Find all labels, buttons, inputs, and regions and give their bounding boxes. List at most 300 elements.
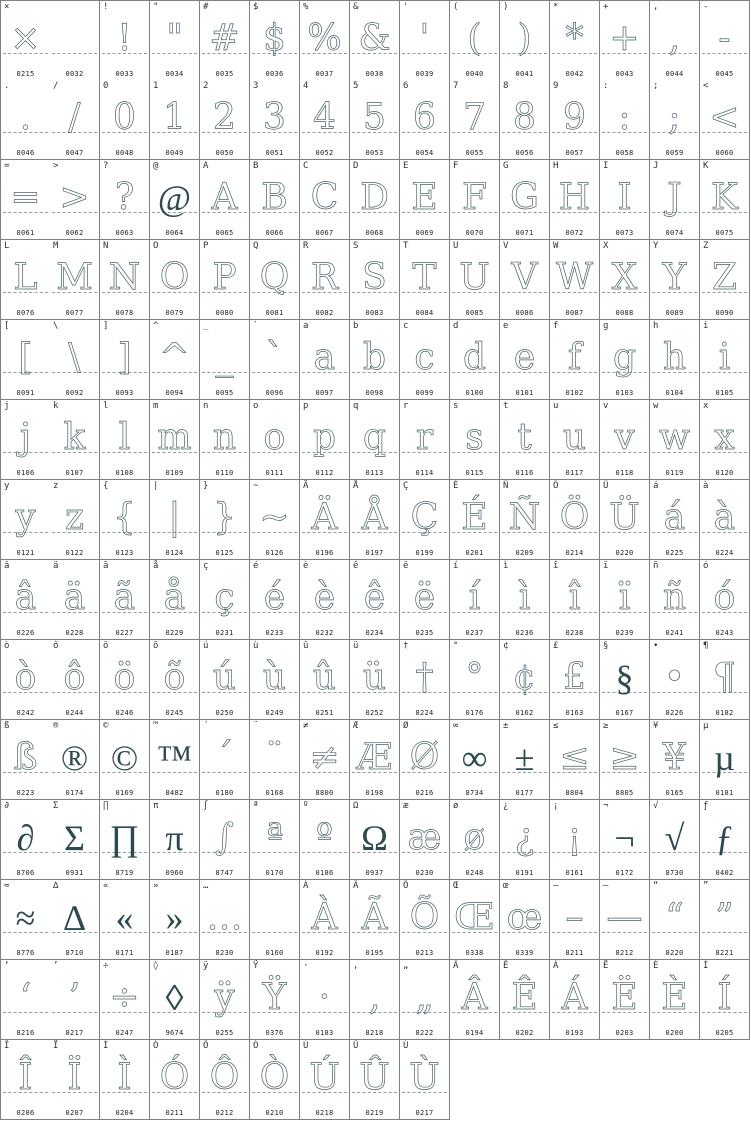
glyph-code: 0117 (565, 469, 584, 477)
glyph-cell (400, 320, 450, 400)
glyph-cell (550, 880, 600, 960)
glyph-code: 0081 (265, 309, 284, 317)
glyph-label: P (203, 241, 209, 251)
glyph-label: { (103, 481, 109, 491)
glyph-preview: Ê (511, 977, 538, 1018)
glyph-preview: õ (163, 657, 186, 698)
glyph-label: ≈ (4, 881, 10, 891)
glyph-label: n (203, 401, 209, 411)
glyph-preview: 2 (213, 97, 236, 138)
glyph-preview: n (212, 417, 237, 458)
glyph-code: 0088 (615, 309, 634, 317)
glyph-cell (550, 400, 600, 480)
glyph-label: ∂ (4, 801, 10, 811)
glyph-cell (600, 240, 650, 320)
glyph-preview: à (713, 497, 736, 538)
glyph-cell (200, 160, 250, 240)
glyph-label: § (603, 641, 609, 651)
glyph-code: 0226 (16, 629, 35, 637)
glyph-cell (700, 560, 750, 640)
glyph-label: S (353, 241, 359, 251)
glyph-label: % (303, 2, 309, 12)
glyph-label: ∆ (53, 881, 59, 891)
glyph-cell (250, 160, 300, 240)
glyph-label: È (653, 961, 659, 971)
glyph-preview: ≤ (559, 737, 590, 778)
glyph-label: ª (253, 801, 259, 811)
glyph-preview: > (59, 177, 90, 218)
glyph-preview: D (360, 177, 389, 218)
glyph-code: 0234 (365, 629, 384, 637)
glyph-preview: ÿ (214, 977, 235, 1018)
glyph-cell (500, 80, 550, 160)
glyph-preview: + (609, 18, 640, 59)
glyph-label: V (503, 241, 509, 251)
glyph-cell (450, 480, 500, 560)
glyph-preview: Ä (311, 497, 338, 538)
glyph-cell (450, 160, 500, 240)
glyph-label: Ô (203, 1041, 209, 1051)
glyph-label: ¢ (503, 641, 509, 651)
glyph-label: ? (103, 161, 109, 171)
glyph-label: … (203, 881, 209, 891)
glyph-label: 2 (203, 81, 209, 91)
glyph-preview: P (212, 257, 237, 298)
glyph-preview: Ø (409, 737, 440, 778)
glyph-preview: – (565, 897, 584, 938)
glyph-preview: Ù (409, 1057, 440, 1098)
glyph-cell (550, 80, 600, 160)
glyph-code: 0203 (615, 1029, 634, 1037)
glyph-label: = (4, 161, 10, 171)
glyph-code: 8747 (215, 869, 234, 877)
glyph-label: ¨ (253, 721, 259, 731)
glyph-preview: û (312, 657, 337, 698)
glyph-label: ä (53, 561, 59, 571)
glyph-label: † (403, 641, 409, 651)
glyph-label: 7 (453, 81, 459, 91)
glyph-code: 0227 (115, 629, 134, 637)
glyph-preview: F (462, 177, 487, 218)
glyph-label: Æ (353, 721, 359, 731)
glyph-label: • (653, 641, 659, 651)
glyph-code: 0198 (365, 789, 384, 797)
glyph-label: ö (103, 641, 109, 651)
glyph-cell (400, 720, 450, 800)
glyph-code: 0078 (115, 309, 134, 317)
glyph-preview: @ (157, 178, 192, 218)
glyph-label: ù (253, 641, 259, 651)
glyph-label: z (53, 481, 59, 491)
glyph-code: 0067 (315, 229, 334, 237)
glyph-code: 0187 (165, 949, 184, 957)
glyph-code: 0125 (215, 549, 234, 557)
glyph-label: « (103, 881, 109, 891)
glyph-code: 0111 (265, 469, 284, 477)
glyph-preview: f (567, 337, 582, 378)
glyph-code: 0218 (315, 1109, 334, 1117)
glyph-code: 0168 (265, 789, 284, 797)
glyph-cell (350, 240, 400, 320)
glyph-preview: Σ (64, 818, 85, 858)
glyph-code: 0219 (365, 1109, 384, 1117)
glyph-code: 0121 (16, 549, 35, 557)
glyph-code: 0087 (565, 309, 584, 317)
glyph-preview: Û (359, 1057, 390, 1098)
glyph-label: Ì (103, 1041, 109, 1051)
glyph-label: - (703, 2, 709, 12)
glyph-code: 0246 (115, 709, 134, 717)
glyph-preview: B (261, 177, 288, 218)
glyph-code: 0207 (65, 1109, 84, 1117)
glyph-code: 0040 (465, 70, 484, 78)
glyph-label: ‚ (353, 961, 359, 971)
glyph-preview: ’ (68, 977, 81, 1018)
glyph-label: ® (53, 721, 59, 731)
glyph-code: 0120 (715, 469, 734, 477)
glyph-preview: ë (413, 577, 436, 618)
glyph-cell (100, 320, 150, 400)
glyph-code: 0042 (565, 70, 584, 78)
glyph-cell (50, 480, 100, 560)
glyph-preview: ñ (662, 577, 687, 618)
glyph-preview: ´ (215, 737, 234, 778)
glyph-preview: p (312, 417, 337, 458)
glyph-code: 0103 (615, 389, 634, 397)
glyph-label: Â (453, 961, 459, 971)
glyph-code: 0114 (415, 469, 434, 477)
glyph-label: L (4, 241, 10, 251)
glyph-code: 0245 (165, 709, 184, 717)
glyph-label: ' (403, 2, 409, 12)
glyph-preview: S (362, 257, 387, 298)
glyph-cell (300, 400, 350, 480)
glyph-cell (550, 640, 600, 720)
glyph-label: ` (253, 321, 259, 331)
glyph-code: 0055 (465, 149, 484, 157)
glyph-preview: R (310, 257, 339, 298)
glyph-cell (50, 1040, 100, 1120)
glyph-label: ° (453, 641, 459, 651)
glyph-label: » (153, 881, 159, 891)
glyph-label: À (303, 881, 309, 891)
glyph-preview: ¶ (713, 657, 736, 698)
glyph-cell (400, 80, 450, 160)
glyph-cell (100, 720, 150, 800)
glyph-code: 0077 (65, 309, 84, 317)
glyph-cell (450, 0, 500, 81)
glyph-code: 0229 (165, 629, 184, 637)
glyph-preview: q (362, 417, 387, 458)
glyph-preview: u (562, 417, 587, 458)
glyph-code: 0092 (65, 389, 84, 397)
glyph-cell (400, 800, 450, 880)
glyph-preview: π (165, 818, 184, 858)
glyph-label: Ú (303, 1041, 309, 1051)
glyph-preview: © (110, 738, 139, 778)
glyph-code: 0080 (215, 309, 234, 317)
glyph-code: 0122 (65, 549, 84, 557)
glyph-label: ¥ (653, 721, 659, 731)
glyph-label: µ (703, 721, 709, 731)
glyph-label: ï (603, 561, 609, 571)
glyph-cell (0, 320, 51, 400)
glyph-cell (650, 80, 700, 160)
glyph-code: 0115 (465, 469, 484, 477)
glyph-label: Ï (53, 1041, 59, 1051)
glyph-code: 0211 (165, 1109, 184, 1117)
glyph-code: 0124 (165, 549, 184, 557)
glyph-code: 0250 (215, 709, 234, 717)
glyph-preview: » (165, 898, 184, 938)
glyph-preview: # (209, 18, 240, 59)
glyph-code: 0065 (215, 229, 234, 237)
glyph-preview: ó (713, 577, 736, 618)
glyph-cell (250, 640, 300, 720)
glyph-cell (700, 400, 750, 480)
glyph-label: ≤ (553, 721, 559, 731)
glyph-code: 0244 (65, 709, 84, 717)
glyph-preview: Œ (454, 897, 495, 938)
glyph-cell (250, 720, 300, 800)
glyph-cell (200, 1040, 250, 1120)
glyph-cell (500, 800, 550, 880)
glyph-label: K (703, 161, 709, 171)
glyph-cell (50, 560, 100, 640)
glyph-cell (350, 640, 400, 720)
glyph-preview: ° (465, 657, 484, 698)
glyph-code: 0033 (115, 70, 134, 78)
glyph-preview: } (213, 497, 236, 538)
glyph-preview: { (113, 497, 136, 538)
glyph-code: 8710 (65, 949, 84, 957)
glyph-label: \ (53, 321, 59, 331)
glyph-cell (150, 880, 200, 960)
glyph-code: 0096 (265, 389, 284, 397)
glyph-label: É (453, 481, 459, 491)
glyph-preview: ! (117, 18, 132, 59)
glyph-code: 8804 (565, 789, 584, 797)
glyph-preview: 5 (363, 97, 386, 138)
glyph-code: 0119 (665, 469, 684, 477)
glyph-preview: Ÿ (262, 977, 287, 1018)
glyph-cell (500, 160, 550, 240)
glyph-preview: a (313, 337, 336, 378)
glyph-code: 0108 (115, 469, 134, 477)
glyph-label: b (353, 321, 359, 331)
glyph-label: y (4, 481, 10, 491)
glyph-label: ¶ (703, 641, 709, 651)
glyph-label: ÷ (103, 961, 109, 971)
glyph-preview: ¬ (614, 818, 635, 858)
glyph-label: O (153, 241, 159, 251)
glyph-preview: L (13, 257, 38, 298)
glyph-cell (450, 320, 500, 400)
glyph-label: Q (253, 241, 259, 251)
glyph-cell (650, 640, 700, 720)
glyph-label: Å (353, 481, 359, 491)
glyph-cell (600, 880, 650, 960)
glyph-label: ¡ (553, 801, 559, 811)
glyph-code: 0248 (465, 869, 484, 877)
glyph-preview: * (565, 18, 584, 59)
glyph-cell (450, 880, 500, 960)
glyph-code: 0162 (515, 709, 534, 717)
glyph-preview: x (714, 417, 735, 458)
glyph-cell (600, 960, 650, 1040)
glyph-cell (650, 560, 700, 640)
glyph-preview: ∏ (109, 818, 140, 858)
glyph-preview: " (166, 18, 183, 59)
glyph-label: π (153, 801, 159, 811)
glyph-code: 8776 (16, 949, 35, 957)
glyph-cell (200, 640, 250, 720)
glyph-cell (650, 400, 700, 480)
glyph-label: ÿ (203, 961, 209, 971)
glyph-cell (600, 0, 650, 81)
glyph-cell (150, 480, 200, 560)
glyph-label: v (603, 401, 609, 411)
glyph-label: ñ (653, 561, 659, 571)
glyph-cell (300, 0, 350, 81)
glyph-cell (400, 160, 450, 240)
glyph-label: Ë (603, 961, 609, 971)
glyph-label: ; (653, 81, 659, 91)
glyph-cell (700, 480, 750, 560)
glyph-cell (500, 560, 550, 640)
glyph-preview: ? (114, 177, 135, 218)
glyph-cell (50, 720, 100, 800)
glyph-cell (0, 880, 51, 960)
glyph-code: 0047 (65, 149, 84, 157)
glyph-label: x (703, 401, 709, 411)
glyph-preview: U (459, 257, 490, 298)
glyph-code: 0243 (715, 629, 734, 637)
glyph-cell (550, 560, 600, 640)
glyph-preview: ú (212, 657, 237, 698)
glyph-cell (0, 240, 51, 320)
glyph-label: G (503, 161, 509, 171)
glyph-code: 8221 (715, 949, 734, 957)
glyph-label: [ (4, 321, 10, 331)
glyph-label: A (203, 161, 209, 171)
glyph-label: u (553, 401, 559, 411)
glyph-code: 0112 (315, 469, 334, 477)
glyph-label: . (4, 81, 10, 91)
glyph-cell (100, 1040, 150, 1120)
glyph-preview: ü (362, 657, 387, 698)
glyph-preview: ò (14, 657, 37, 698)
glyph-cell (650, 880, 700, 960)
glyph-code: 8805 (615, 789, 634, 797)
glyph-preview: “ (665, 897, 684, 938)
glyph-label: B (253, 161, 259, 171)
glyph-code: 0180 (215, 789, 234, 797)
glyph-preview: ù (262, 657, 287, 698)
glyph-label: D (353, 161, 359, 171)
glyph-cell (300, 960, 350, 1040)
glyph-code: 0116 (515, 469, 534, 477)
glyph-code: 0048 (115, 149, 134, 157)
glyph-cell (650, 480, 700, 560)
glyph-code: 0960 (165, 869, 184, 877)
glyph-code: 0230 (415, 869, 434, 877)
glyph-cell (250, 320, 300, 400)
glyph-code: 0126 (265, 549, 284, 557)
glyph-preview: - (718, 18, 731, 59)
glyph-preview: % (307, 18, 342, 59)
glyph-label: , (653, 2, 659, 12)
glyph-preview: i (718, 337, 731, 378)
glyph-label: | (153, 481, 159, 491)
glyph-label: å (153, 561, 159, 571)
glyph-label: w (653, 401, 659, 411)
glyph-cell (250, 880, 300, 960)
glyph-code: 0050 (215, 149, 234, 157)
glyph-code: 0097 (315, 389, 334, 397)
glyph-label: m (153, 401, 159, 411)
glyph-cell (400, 560, 450, 640)
glyph-label: & (353, 2, 359, 12)
glyph-code: 0183 (315, 1029, 334, 1037)
glyph-preview: ‚ (368, 977, 381, 1018)
glyph-code: 0035 (215, 70, 234, 78)
glyph-code: 0123 (115, 549, 134, 557)
glyph-cell (100, 640, 150, 720)
glyph-preview: Ú (309, 1057, 340, 1098)
glyph-code: 0072 (565, 229, 584, 237)
glyph-code: 0247 (115, 1029, 134, 1037)
glyph-preview: ¡ (567, 817, 582, 858)
glyph-preview: ∫ (215, 817, 234, 858)
glyph-code: 0059 (665, 149, 684, 157)
glyph-code: 0090 (715, 309, 734, 317)
glyph-cell (350, 160, 400, 240)
glyph-cell (350, 720, 400, 800)
glyph-preview: º (316, 817, 333, 858)
glyph-preview: ß (13, 737, 38, 778)
glyph-label: q (353, 401, 359, 411)
glyph-code: 0061 (16, 229, 35, 237)
glyph-preview: H (558, 177, 591, 218)
glyph-code: 8226 (665, 709, 684, 717)
glyph-preview: J (667, 177, 682, 218)
glyph-cell (700, 880, 750, 960)
glyph-preview: 9 (563, 97, 586, 138)
glyph-code: 0161 (565, 869, 584, 877)
glyph-cell (300, 720, 350, 800)
glyph-preview: Ë (611, 977, 638, 1018)
glyph-cell (0, 480, 51, 560)
glyph-label: ) (503, 2, 509, 12)
glyph-cell (0, 800, 51, 880)
glyph-code: 0165 (665, 789, 684, 797)
glyph-code: 0071 (515, 229, 534, 237)
glyph-cell (150, 560, 200, 640)
glyph-code: 0242 (16, 709, 35, 717)
glyph-cell (50, 400, 100, 480)
glyph-preview: â (14, 577, 37, 618)
glyph-cell (450, 640, 500, 720)
glyph-preview: ] (117, 337, 132, 378)
glyph-code: 8217 (65, 1029, 84, 1037)
glyph-cell (400, 400, 450, 480)
glyph-code: 0074 (665, 229, 684, 237)
glyph-label: 5 (353, 81, 359, 91)
glyph-cell (0, 560, 51, 640)
glyph-cell (100, 560, 150, 640)
glyph-cell (700, 960, 750, 1040)
